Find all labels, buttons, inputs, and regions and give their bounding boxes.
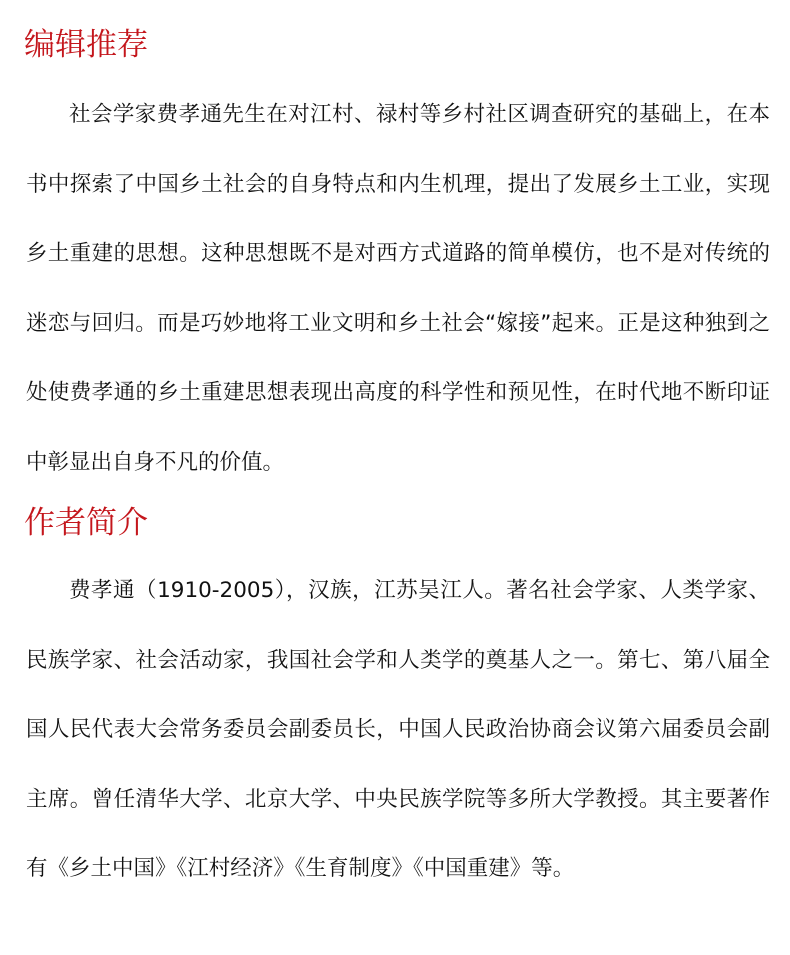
author-intro-heading: 作者简介 [24,505,148,541]
editor-recommendation-heading: 编辑推荐 [24,27,148,63]
author-intro-text: 费孝通（1910-2005），汉族，江苏吴江人。著名社会学家、人类学家、民族学家、社会活动家，我国社会学和人类学的奠基人之一。第七、第八届全国人民代表大会常务委员会副委员长，中国人民政治协商会议第六届委员会副主席。曾任清华大学、北京大学、中央民族学院等多所大学教授。其主要著作有《乡土中国》《江村经济》《生育制度》《中国重建》等。 [26,578,770,881]
editor-recommendation-text: 社会学家费孝通先生在对江村、禄村等乡村社区调查研究的基础上，在本书中探索了中国乡土社会的自身特点和内生机理，提出了发展乡土工业，实现乡土重建的思想。这种思想既不是对西方式道路的简单模仿，也不是对传统的迷恋与回归。而是巧妙地将工业文明和乡土社会“嫁接”起来。正是这种独到之处使费孝通的乡土重建思想表现出高度的科学性和预见性，在时代地不断印证中彰显出自身不凡的价值。 [26,102,770,475]
